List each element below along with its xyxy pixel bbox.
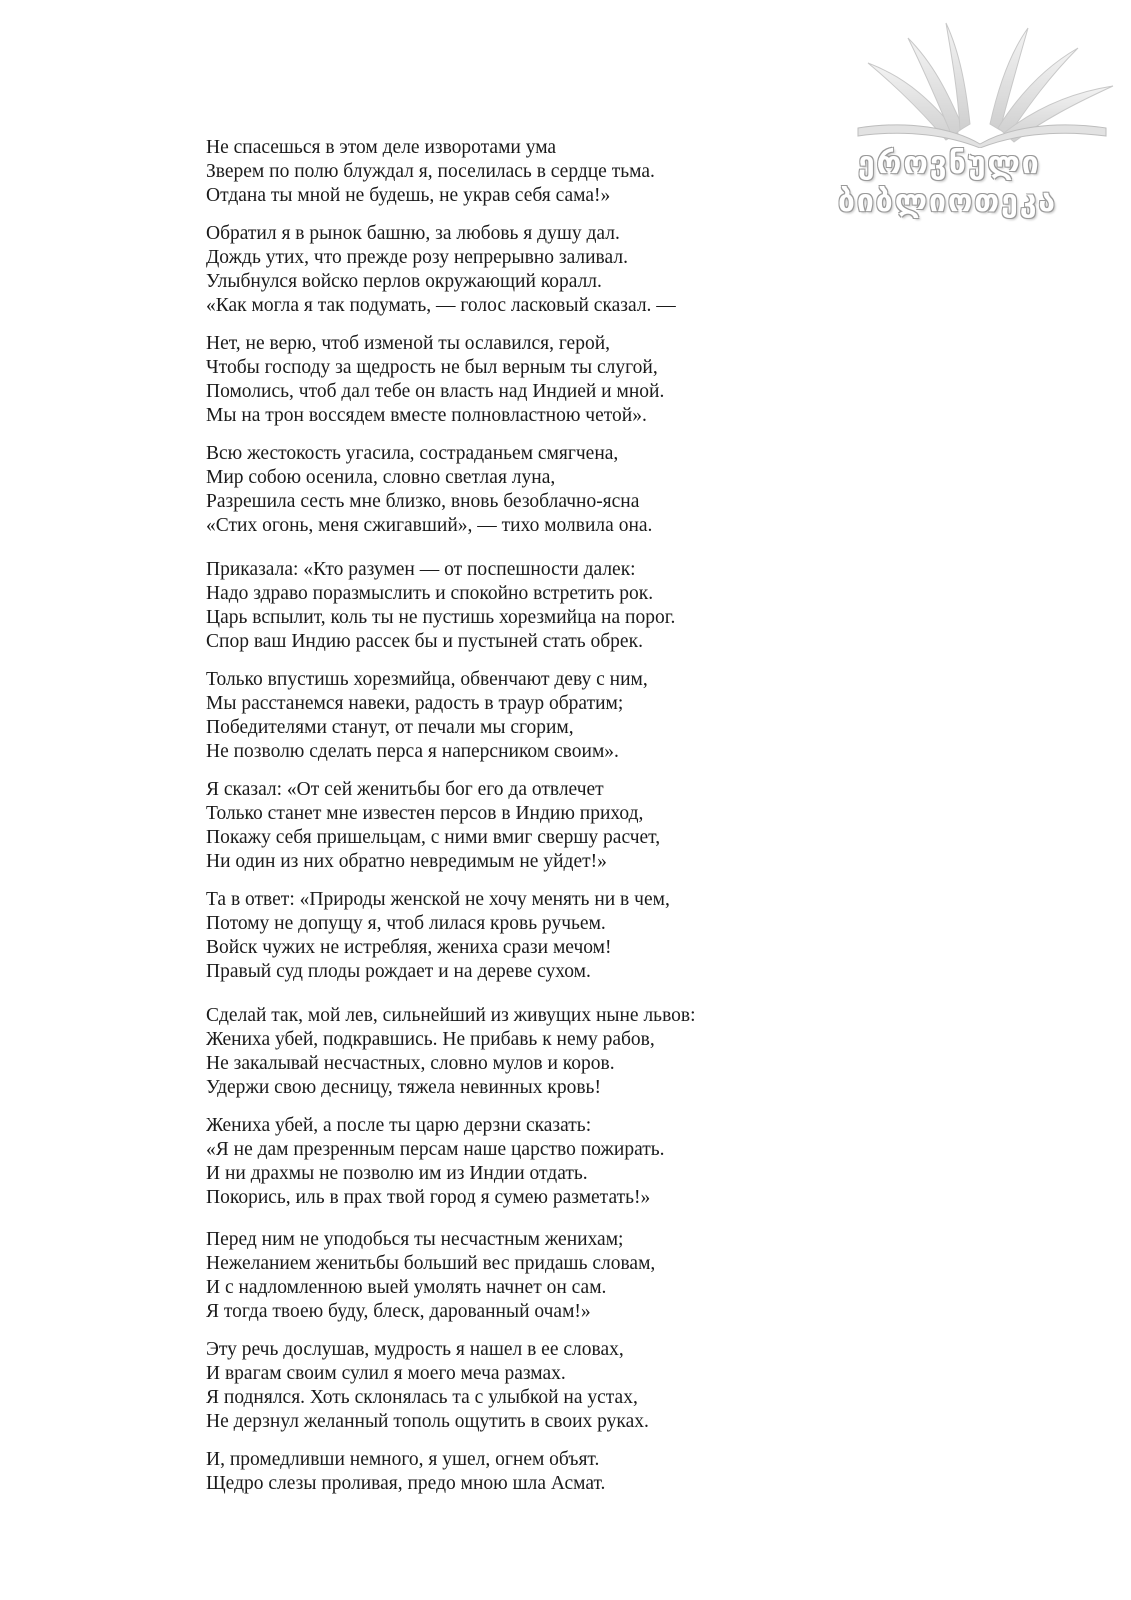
verse-line: Не позволю сделать перса я наперсником своим». [206,741,619,762]
verse-line: Мы расстанемся навеки, радость в траур обратим; [206,693,624,714]
stanza [206,222,826,318]
verse-line: Сделай так, мой лев, сильнейший из живущих ныне львов: [206,1005,696,1026]
verse-line: Не закалывай несчастных, словно мулов и коров. [206,1053,615,1074]
verse-line: Нежеланием женитьбы больший вес придашь словам, [206,1253,656,1274]
verse-line: Надо здраво поразмыслить и спокойно встретить рок. [206,583,654,604]
verse-line: Перед ним не уподобься ты несчастным женихам; [206,1229,624,1250]
verse-line: Улыбнулся войско перлов окружающий коралл. [206,271,602,292]
verse-line: И ни драхмы не позволю им из Индии отдать. [206,1163,588,1184]
verse-line: Мир собою осенила, словно светлая луна, [206,467,556,488]
verse-line: Я сказал: «От сей женитьбы бог его да отвлечет [206,779,604,800]
stanza [206,558,826,654]
verse-line: «Я не дам презренным персам наше царство пожирать. [206,1139,665,1160]
verse-line: Чтобы господу за щедрость не был верным ты слугой, [206,357,658,378]
verse-line: Зверем по полю блуждал я, поселилась в сердце тьма. [206,161,655,182]
verse-line: Помолись, чтоб дал тебе он власть над Индией и мной. [206,381,665,402]
verse-line: Только впустишь хорезмийца, обвенчают деву с ним, [206,669,648,690]
verse-line: Покажу себя пришельцам, с ними вмиг свершу расчет, [206,827,661,848]
stanza [206,1228,826,1324]
verse-line: Покорись, иль в прах твой город я сумею разметать!» [206,1187,651,1208]
stanza [206,1338,826,1434]
verse-line: Эту речь дослушав, мудрость я нашел в ее словах, [206,1339,624,1360]
verse-line: И, промедливши немного, я ушел, огнем объят. [206,1449,600,1470]
logo-text-line1: ეროვნული [858,146,1041,181]
verse-line: Нет, не верю, чтоб изменой ты ославился, герой, [206,333,611,354]
verse-line: «Стих огонь, меня сжигавший», — тихо молвила она. [206,515,653,536]
poem-text [206,136,826,1510]
stanza [206,778,826,874]
verse-line: «Как могла я так подумать, — голос ласковый сказал. — [206,295,676,316]
verse-line: Войск чужих не истребляя, жениха срази мечом! [206,937,612,958]
stanza [206,668,826,764]
verse-line: Жениха убей, подкравшись. Не прибавь к нему рабов, [206,1029,655,1050]
verse-line: Приказала: «Кто разумен — от поспешности далек: [206,559,636,580]
verse-line: Та в ответ: «Природы женской не хочу менять ни в чем, [206,889,670,910]
verse-line: Только станет мне известен персов в Индию приход, [206,803,644,824]
verse-line: Спор ваш Индию рассек бы и пустыней стать обрек. [206,631,643,652]
stanza [206,332,826,428]
stanza [206,136,826,208]
logo-text-line2: ბიბლიოთეკა [838,184,1058,219]
verse-line: Обратил я в рынок башню, за любовь я душу дал. [206,223,620,244]
verse-line: Удержи свою десницу, тяжела невинных кровь! [206,1077,601,1098]
verse-line: Царь вспылит, коль ты не пустишь хорезмийца на порог. [206,607,676,628]
verse-line: И с надломленною выей умолять начнет он сам. [206,1277,607,1298]
verse-line: Всю жестокость угасила, состраданьем смягчена, [206,443,619,464]
stanza [206,888,826,984]
verse-line: Я тогда твоею буду, блеск, дарованный очам!» [206,1301,591,1322]
verse-line: Не дерзнул желанный тополь ощутить в своих руках. [206,1411,649,1432]
verse-line: Потому не допущу я, чтоб лилася кровь ручьем. [206,913,606,934]
stanza [206,1114,826,1210]
verse-line: Жениха убей, а после ты царю дерзни сказать: [206,1115,592,1136]
verse-line: Мы на трон воссядем вместе полновластною четой». [206,405,647,426]
verse-line: Я поднялся. Хоть склонялась та с улыбкой на устах, [206,1387,638,1408]
stanza [206,1004,826,1100]
verse-line: Разрешила сесть мне близко, вновь безоблачно-ясна [206,491,640,512]
library-logo [838,8,1128,228]
verse-line: Отдана ты мной не будешь, не украв себя сама!» [206,185,611,206]
verse-line: Победителями станут, от печали мы сгорим, [206,717,574,738]
verse-line: Правый суд плоды рождает и на дереве сухом. [206,961,591,982]
verse-line: Не спасешься в этом деле изворотами ума [206,137,557,158]
open-book-icon [838,8,1128,148]
stanza [206,1448,826,1496]
verse-line: Щедро слезы проливая, предо мною шла Асмат. [206,1473,606,1494]
verse-line: И врагам своим сулил я моего меча размах. [206,1363,566,1384]
verse-line: Дождь утих, что прежде розу непрерывно заливал. [206,247,628,268]
stanza [206,442,826,538]
verse-line: Ни один из них обратно невредимым не уйдет!» [206,851,607,872]
